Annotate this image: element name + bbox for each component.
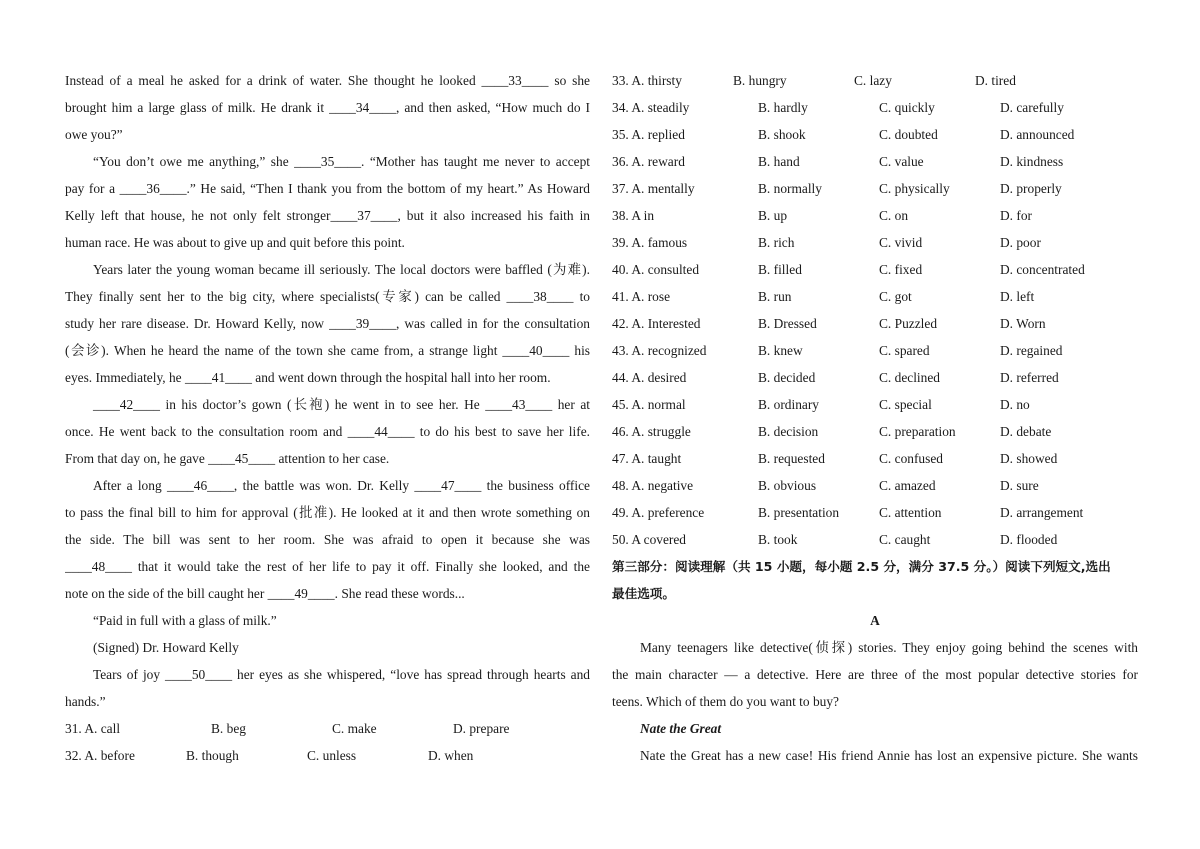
option-d: D. left (1000, 289, 1035, 304)
reading-line: the main character — a detective. Here are three of the most popular detective stories for (612, 667, 1138, 682)
option-row-40 (612, 256, 1138, 283)
option-a: 42. A. Interested (612, 316, 701, 331)
passage-label: A (870, 613, 880, 628)
option-row-45 (612, 391, 1138, 418)
option-a: 44. A. desired (612, 370, 687, 385)
passage-line: owe you?” (65, 127, 123, 142)
option-a: 40. A. consulted (612, 262, 700, 277)
passage-line: “Paid in full with a glass of milk.” (93, 613, 277, 628)
option-row-36 (612, 148, 1138, 175)
option-row-38 (612, 202, 1138, 229)
section-heading: 第三部分：阅读理解（共 15 小题，每小题 2.5 分，满分 37.5 分。）阅读下列短文,选出 (612, 559, 1111, 574)
option-a: 47. A. taught (612, 451, 682, 466)
option-b: B. rich (758, 235, 795, 250)
option-row-39 (612, 229, 1138, 256)
passage-line: They finally sent her to the big city, where specialists(专家) can be called ____38____ to (65, 289, 590, 304)
option-b: B. hand (758, 154, 800, 169)
option-row-47 (612, 445, 1138, 472)
option-b: B. hardly (758, 100, 808, 115)
passage-line: to pass the final bill to him for approval (批准). He looked at it and then wrote something on (65, 505, 590, 520)
section-heading-cont: 最佳选项。 (612, 586, 675, 601)
option-c: C. declined (879, 370, 940, 385)
option-c: C. preparation (879, 424, 956, 439)
option-row-43 (612, 337, 1138, 364)
reading-line: Many teenagers like detective(侦探) stories. They enjoy going behind the scenes with (640, 640, 1138, 655)
passage-line: ____48____ that it would take the rest of her life to pay it off. Finally she looked, and the (65, 559, 590, 574)
option-a: 39. A. famous (612, 235, 688, 250)
option-a: 41. A. rose (612, 289, 671, 304)
option-b: B. knew (758, 343, 803, 358)
option-c: C. value (879, 154, 924, 169)
passage-line: Years later the young woman became ill seriously. The local doctors were baffled (为难). (93, 262, 590, 277)
option-d: D. for (1000, 208, 1032, 223)
option-row-42 (612, 310, 1138, 337)
option-row-31 (65, 715, 590, 742)
passage-line: Instead of a meal he asked for a drink of water. She thought he looked ____33____ so she (65, 73, 590, 88)
passage-line: “You don’t owe me anything,” she ____35____. “Mother has taught me never to accept (93, 154, 590, 169)
option-c: C. vivid (879, 235, 923, 250)
option-row-33 (612, 67, 1138, 94)
passage-line: note on the side of the bill caught her ____49____. She read these words... (65, 586, 465, 601)
option-d: D. prepare (453, 721, 510, 736)
option-b: B. decision (758, 424, 819, 439)
passage-line: the side. The bill was sent to her room. She was afraid to open it because she was (65, 532, 590, 547)
option-c: C. attention (879, 505, 942, 520)
option-row-44 (612, 364, 1138, 391)
option-a: 45. A. normal (612, 397, 686, 412)
option-c: C. fixed (879, 262, 923, 277)
option-row-34 (612, 94, 1138, 121)
book-description: Nate the Great has a new case! His friend Annie has lost an expensive picture. She wants (640, 748, 1138, 763)
option-c: C. spared (879, 343, 930, 358)
option-d: D. regained (1000, 343, 1063, 358)
option-a: 34. A. steadily (612, 100, 690, 115)
option-b: B. presentation (758, 505, 840, 520)
passage-line: study her rare disease. Dr. Howard Kelly, now ____39____, was called in for the consultation (65, 316, 590, 331)
option-d: D. tired (975, 73, 1016, 88)
option-a: 48. A. negative (612, 478, 694, 493)
option-row-50 (612, 526, 1138, 553)
option-b: B. requested (758, 451, 825, 466)
option-d: D. referred (1000, 370, 1059, 385)
left-column (65, 67, 590, 769)
option-b: B. Dressed (758, 316, 817, 331)
option-b: B. shook (758, 127, 806, 142)
option-b: B. beg (211, 721, 246, 736)
option-c: C. Puzzled (879, 316, 938, 331)
passage-line: Kelly left that house, he not only felt stronger____37____, but it also increased his faith in (65, 208, 590, 223)
option-c: C. make (332, 721, 377, 736)
option-a: 33. A. thirsty (612, 73, 682, 88)
option-a: 36. A. reward (612, 154, 685, 169)
option-row-35 (612, 121, 1138, 148)
option-d: D. when (428, 748, 474, 763)
option-row-37 (612, 175, 1138, 202)
option-c: C. on (879, 208, 909, 223)
option-c: C. special (879, 397, 932, 412)
option-d: D. poor (1000, 235, 1041, 250)
option-a: 46. A. struggle (612, 424, 691, 439)
option-row-48 (612, 472, 1138, 499)
option-b: B. filled (758, 262, 802, 277)
option-d: D. kindness (1000, 154, 1064, 169)
option-b: B. obvious (758, 478, 817, 493)
passage-line: After a long ____46____, the battle was won. Dr. Kelly ____47____ the business office (93, 478, 590, 493)
option-c: C. doubted (879, 127, 938, 142)
passage-line: (会诊). When he heard the name of the town she came from, a strange light ____40____ his (65, 343, 590, 358)
option-d: D. arrangement (1000, 505, 1084, 520)
option-c: C. quickly (879, 100, 935, 115)
option-row-49 (612, 499, 1138, 526)
option-b: B. though (186, 748, 239, 763)
option-c: C. got (879, 289, 912, 304)
option-a: 37. A. mentally (612, 181, 695, 196)
passage-line: From that day on, he gave ____45____ attention to her case. (65, 451, 390, 466)
passage-line: ____42____ in his doctor’s gown (长袍) he went in to see her. He ____43____ her at (93, 397, 590, 412)
option-b: B. hungry (733, 73, 787, 88)
option-b: B. normally (758, 181, 822, 196)
option-d: D. carefully (1000, 100, 1064, 115)
option-c: C. physically (879, 181, 950, 196)
option-a: 43. A. recognized (612, 343, 707, 358)
passage-line: pay for a ____36____.” He said, “Then I thank you from the bottom of my heart.” As Howard (65, 181, 590, 196)
option-c: C. unless (307, 748, 357, 763)
passage-line: human race. He was about to give up and quit before this point. (65, 235, 405, 250)
right-column (612, 67, 1138, 769)
option-d: D. flooded (1000, 532, 1058, 547)
option-b: B. decided (758, 370, 816, 385)
option-a: 38. A in (612, 208, 655, 223)
option-row-46 (612, 418, 1138, 445)
option-d: D. concentrated (1000, 262, 1085, 277)
reading-line: teens. Which of them do you want to buy? (612, 694, 839, 709)
passage-line: (Signed) Dr. Howard Kelly (93, 640, 239, 655)
book-title: Nate the Great (640, 721, 722, 736)
option-b: B. ordinary (758, 397, 819, 412)
passage-line: eyes. Immediately, he ____41____ and went down through the hospital hall into her room. (65, 370, 551, 385)
passage-line: hands.” (65, 694, 106, 709)
option-a: 32. A. before (65, 748, 135, 763)
option-d: D. sure (1000, 478, 1039, 493)
option-d: D. no (1000, 397, 1030, 412)
option-c: C. caught (879, 532, 931, 547)
option-d: D. debate (1000, 424, 1052, 439)
option-d: D. announced (1000, 127, 1075, 142)
option-a: 50. A covered (612, 532, 687, 547)
option-b: B. run (758, 289, 792, 304)
option-c: C. lazy (854, 73, 892, 88)
option-a: 31. A. call (65, 721, 121, 736)
option-a: 49. A. preference (612, 505, 705, 520)
option-d: D. showed (1000, 451, 1058, 466)
option-b: B. took (758, 532, 798, 547)
passage-line: brought him a large glass of milk. He drank it ____34____, and then asked, “How much do I (65, 100, 590, 115)
option-c: C. confused (879, 451, 943, 466)
option-row-41 (612, 283, 1138, 310)
option-d: D. Worn (1000, 316, 1046, 331)
option-d: D. properly (1000, 181, 1062, 196)
passage-line: Tears of joy ____50____ her eyes as she whispered, “love has spread through hearts and (93, 667, 590, 682)
option-row-32 (65, 742, 590, 769)
passage-line: once. He went back to the consultation room and ____44____ to do his best to save her life. (65, 424, 590, 439)
option-a: 35. A. replied (612, 127, 685, 142)
option-c: C. amazed (879, 478, 936, 493)
option-b: B. up (758, 208, 788, 223)
